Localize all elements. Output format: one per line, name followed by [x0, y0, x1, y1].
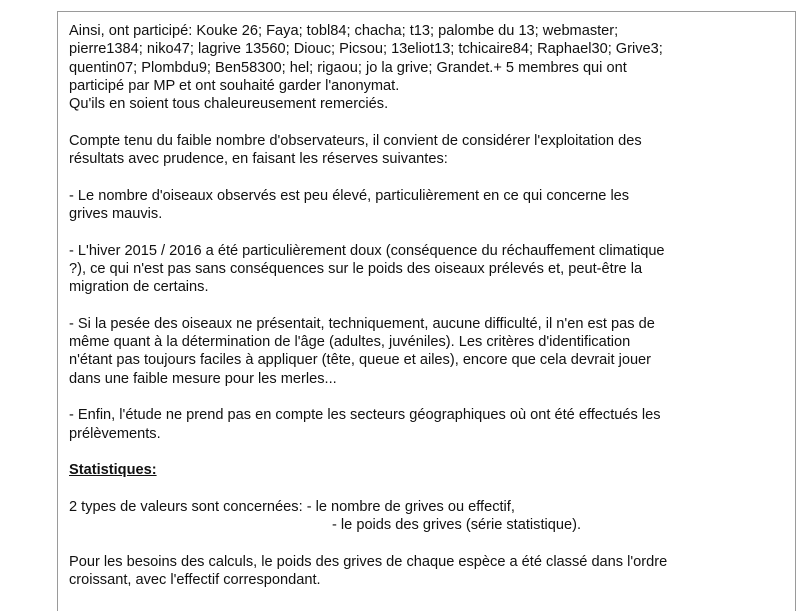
- text-line: prélèvements.: [69, 425, 161, 442]
- text-line: ?), ce qui n'est pas sans conséquences sur le poids des oiseaux prélevés et, peut-être la: [69, 260, 643, 277]
- text-line: 2 types de valeurs sont concernées: - le nombre de grives ou effectif,: [69, 498, 515, 515]
- text-line: résultats avec prudence, en faisant les réserves suivantes:: [69, 151, 448, 168]
- text-line: - le poids des grives (série statistique).: [332, 517, 582, 534]
- text-line: - L'hiver 2015 / 2016 a été particulièrement doux (conséquence du réchauffement climatique: [69, 242, 665, 259]
- calc-note-paragraph: [69, 553, 789, 590]
- caution-intro-paragraph: [69, 132, 789, 169]
- text-line: grives mauvis.: [69, 205, 163, 222]
- paragraph-gap: [69, 223, 789, 241]
- text-line: même quant à la détermination de l'âge (adultes, juvéniles). Les critères d'identification: [69, 334, 631, 351]
- text-line: migration de certains.: [69, 279, 209, 296]
- reserve-3-paragraph: [69, 315, 789, 388]
- paragraph-gap: [69, 296, 789, 314]
- paragraph-gap: [69, 113, 789, 131]
- paragraph-gap: [69, 388, 789, 406]
- text-line: - Enfin, l'étude ne prend pas en compte les secteurs géographiques où ont été effectués les: [69, 407, 661, 424]
- stats-types-paragraph: [69, 498, 789, 535]
- text-line: Compte tenu du faible nombre d'observateurs, il convient de considérer l'exploitation des: [69, 132, 642, 149]
- reserve-4-paragraph: [69, 406, 789, 443]
- text-line: croissant, avec l'effectif correspondant.: [69, 571, 321, 588]
- paragraph-gap: [69, 534, 789, 552]
- text-line: Qu'ils en soient tous chaleureusement remerciés.: [69, 96, 389, 113]
- document-body: [69, 22, 789, 589]
- document-page: [57, 11, 796, 611]
- text-line: pierre1384; niko47; lagrive 13560; Diouc; Picsou; 13eliot13; tchicaire84; Raphael30; Grive3;: [69, 41, 663, 58]
- reserve-2-paragraph: [69, 242, 789, 297]
- text-line: n'étant pas toujours faciles à appliquer (tête, queue et ailes), encore que cela devrait jouer: [69, 352, 652, 369]
- text-line: quentin07; Plombdu9; Ben58300; hel; rigaou; jo la grive; Grandet.+ 5 membres qui ont: [69, 59, 627, 76]
- paragraph-gap: [69, 443, 789, 461]
- text-line: - Si la pesée des oiseaux ne présentait, techniquement, aucune difficulté, il n'en est pas de: [69, 315, 655, 332]
- text-line: dans une faible mesure pour les merles...: [69, 370, 337, 387]
- text-line: participé par MP et ont souhaité garder l'anonymat.: [69, 77, 400, 94]
- statistics-heading: Statistiques:: [69, 462, 157, 479]
- text-line: - Le nombre d'oiseaux observés est peu élevé, particulièrement en ce qui concerne les: [69, 187, 630, 204]
- reserve-1-paragraph: [69, 187, 789, 224]
- text-line: Pour les besoins des calculs, le poids des grives de chaque espèce a été classé dans l'ordre: [69, 553, 668, 570]
- paragraph-gap: [69, 168, 789, 186]
- participants-paragraph: [69, 22, 789, 113]
- text-line: Ainsi, ont participé: Kouke 26; Faya; tobl84; chacha; t13; palombe du 13; webmaster;: [69, 23, 619, 39]
- paragraph-gap: [69, 479, 789, 497]
